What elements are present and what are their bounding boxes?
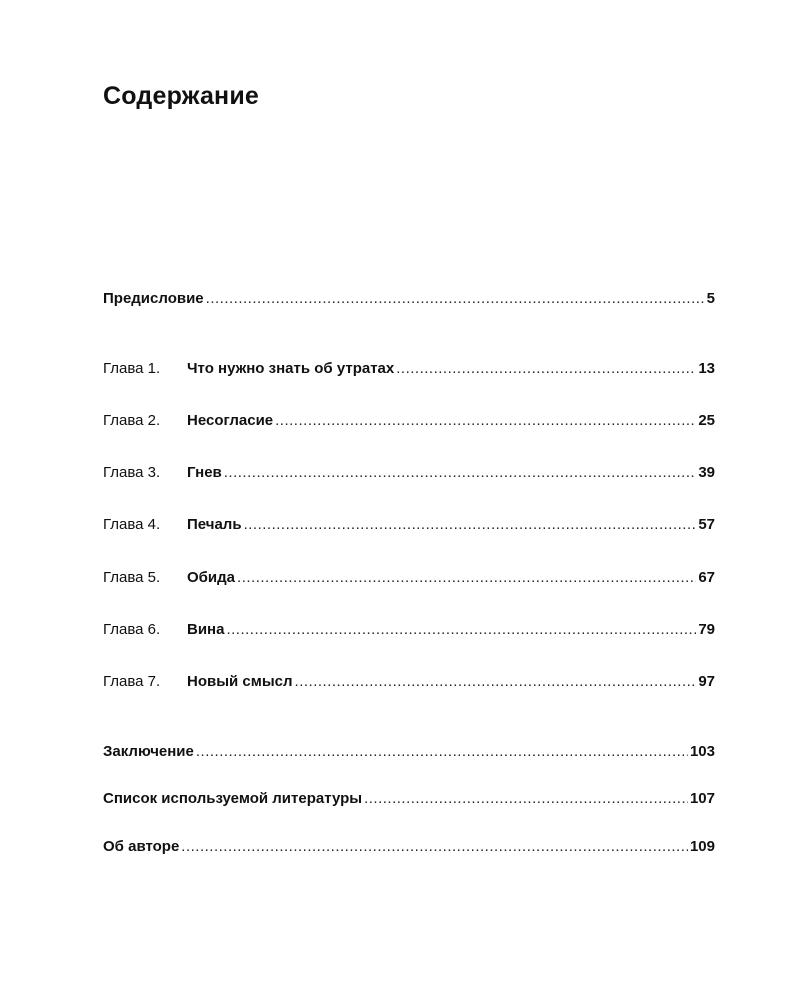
toc-page-number: 25	[698, 412, 715, 429]
dot-leader	[181, 837, 688, 857]
toc-page-number: 39	[698, 464, 715, 481]
toc-entry-title: Новый смысл	[187, 673, 293, 690]
dot-leader	[396, 359, 696, 379]
chapter-number: Глава 6.	[103, 621, 161, 638]
toc-page-number: 79	[698, 621, 715, 638]
toc-page-number: 103	[689, 743, 715, 760]
toc-page-number: 109	[689, 838, 715, 855]
toc-entry-conclusion[interactable]	[103, 742, 715, 762]
toc-entry-chapter-4[interactable]	[103, 515, 715, 535]
toc-page-number: 67	[698, 569, 715, 586]
chapter-number: Глава 4.	[103, 516, 161, 533]
toc-entry-about-author[interactable]	[103, 837, 715, 857]
toc-entry-preface[interactable]	[103, 289, 715, 309]
dot-leader	[224, 463, 697, 483]
toc-entry-title: Вина	[187, 621, 225, 638]
toc-entry-title: Список используемой литературы	[103, 790, 363, 807]
toc-entry-chapter-3[interactable]	[103, 463, 715, 483]
toc-entry-title: Печаль	[187, 516, 242, 533]
toc-entry-chapter-2[interactable]	[103, 411, 715, 431]
chapter-number: Глава 7.	[103, 673, 161, 690]
toc-entry-bibliography[interactable]	[103, 789, 715, 809]
chapter-number: Глава 1.	[103, 360, 161, 377]
toc-entry-title: Гнев	[187, 464, 222, 481]
toc-entry-title: Обида	[187, 569, 236, 586]
chapter-number: Глава 5.	[103, 569, 161, 586]
toc-page-number: 57	[698, 516, 715, 533]
dot-leader	[364, 789, 688, 809]
dot-leader	[275, 411, 696, 431]
toc-page-number: 107	[689, 790, 715, 807]
toc-entry-chapter-1[interactable]	[103, 359, 715, 379]
chapter-number: Глава 2.	[103, 412, 161, 429]
dot-leader	[206, 289, 705, 309]
toc-entry-title: Заключение	[103, 743, 194, 760]
toc-entry-title: Предисловие	[103, 290, 204, 307]
dot-leader	[226, 620, 696, 640]
toc-entry-title: Несогласие	[187, 412, 274, 429]
dot-leader	[196, 742, 688, 762]
toc-page-number: 5	[706, 290, 715, 307]
toc-page-number: 13	[698, 360, 715, 377]
page-title: Содержание	[103, 82, 260, 110]
dot-leader	[244, 515, 697, 535]
toc-entry-chapter-6[interactable]	[103, 620, 715, 640]
dot-leader	[237, 568, 696, 588]
toc-entry-title: Об авторе	[103, 838, 180, 855]
dot-leader	[295, 672, 697, 692]
toc-entry-chapter-7[interactable]	[103, 672, 715, 692]
toc-entry-title: Что нужно знать об утратах	[187, 360, 395, 377]
chapter-number: Глава 3.	[103, 464, 161, 481]
toc-entry-chapter-5[interactable]	[103, 568, 715, 588]
toc-page-number: 97	[698, 673, 715, 690]
